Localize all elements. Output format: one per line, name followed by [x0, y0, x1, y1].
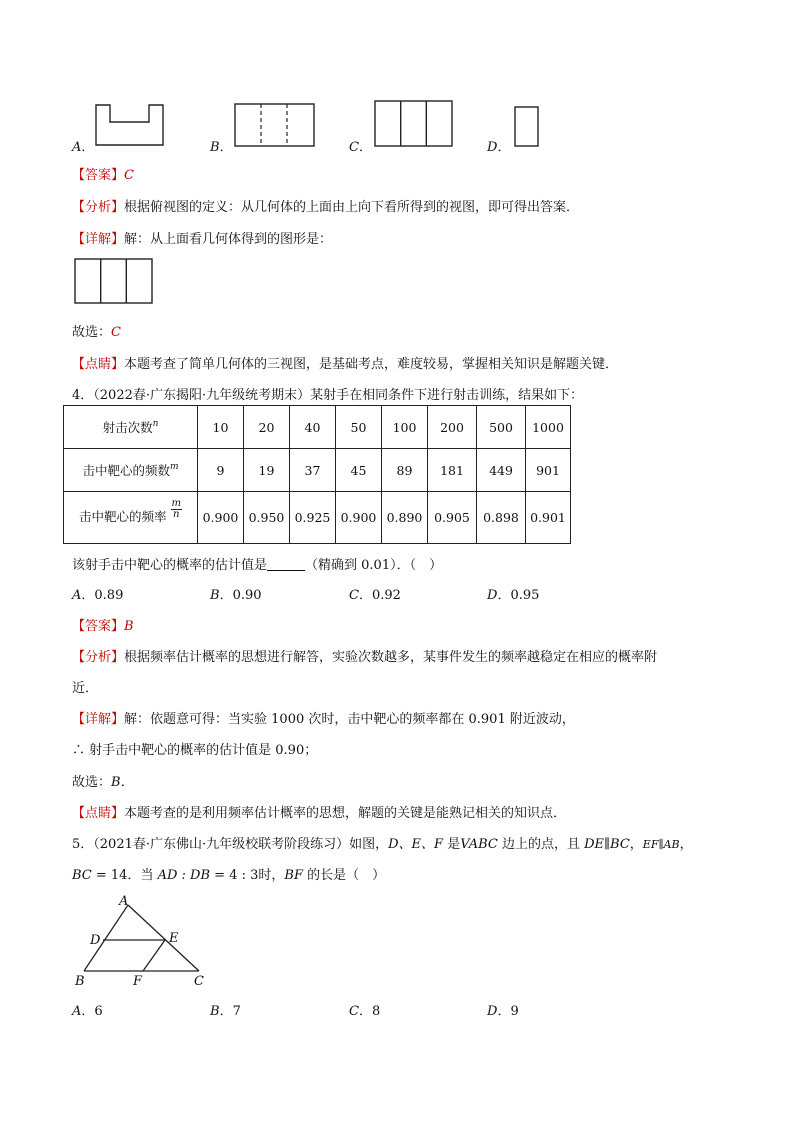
q4-option-c: C．0.92	[349, 588, 401, 603]
q4-choice-line: 故选：B．	[72, 775, 134, 790]
q3-detail-line: 【详解】解：从上面看几何体得到的图形是：	[72, 232, 333, 247]
cell: 500	[477, 406, 526, 449]
top-view-figure-icon	[74, 258, 154, 305]
cell: 89	[382, 449, 428, 492]
q4-option-a: A．0.89	[72, 588, 124, 603]
cell: 50	[336, 406, 382, 449]
q4-comment-line: 【点睛】本题考查的是利用频率估计概率的思想，解题的关键是能熟记相关的知识点．	[72, 806, 567, 821]
label-d: D	[90, 933, 101, 948]
row-label: 击中靶心的频率 $\frac{m}{n}$	[64, 492, 198, 544]
label-a: A	[119, 894, 129, 909]
cell: 449	[477, 449, 526, 492]
tall-rectangle-icon	[514, 106, 540, 148]
rectangle-dashed-lines-icon	[234, 103, 316, 148]
cell: 901	[526, 449, 571, 492]
label-b: B	[75, 974, 85, 989]
q5-option-a: A．6	[72, 1004, 103, 1019]
cell: 0.890	[382, 492, 428, 544]
q3-choice-line: 故选：C	[72, 325, 121, 340]
q4-detail-line: 【详解】解：依题意可得：当实验 1000 次时，击中靶心的频率都在 0.901 附近波动，	[72, 712, 575, 727]
q4-option-b: B．0.90	[210, 588, 262, 603]
cell: 0.950	[244, 492, 290, 544]
label-e: E	[169, 931, 179, 946]
cell: 0.925	[290, 492, 336, 544]
cell: 37	[290, 449, 336, 492]
q4-answer-line: 【答案】B	[72, 619, 134, 634]
q5-option-d: D．9	[487, 1004, 519, 1019]
q3-analysis-line: 【分析】根据俯视图的定义：从几何体的上面由上向下看所得到的视图，即可得出答案．	[72, 200, 580, 215]
cell: 45	[336, 449, 382, 492]
cell: 100	[382, 406, 428, 449]
q4-analysis-line2: 近．	[72, 681, 99, 696]
cell: 0.900	[198, 492, 244, 544]
cell: 181	[428, 449, 477, 492]
cell: 19	[244, 449, 290, 492]
answer-blank	[267, 558, 305, 571]
q3-comment-line: 【点睛】本题考查了简单几何体的三视图，是基础考点，难度较易，掌握相关知识是解题关键．	[72, 357, 619, 372]
cell: 0.901	[526, 492, 571, 544]
table-row	[64, 406, 571, 449]
cell: 200	[428, 406, 477, 449]
q5-option-c: C．8	[349, 1004, 381, 1019]
label-f: F	[133, 974, 143, 989]
cell: 40	[290, 406, 336, 449]
cell: 0.905	[428, 492, 477, 544]
q4-option-d: D．0.95	[487, 588, 540, 603]
q4-therefore-line: ∴ 射手击中靶心的概率的估计值是 0.90；	[72, 743, 318, 758]
three-rectangles-icon	[374, 100, 454, 148]
q4-analysis-line: 【分析】根据频率估计概率的思想进行解答，实验次数越多，某事件发生的频率越稳定在相应的概率附	[72, 650, 658, 665]
triangle-figure	[70, 893, 220, 988]
row-label: 射击次数$^n$	[64, 406, 198, 449]
cell: 20	[244, 406, 290, 449]
u-shape-view-icon	[95, 104, 165, 148]
cell: 0.898	[477, 492, 526, 544]
frequency-table	[63, 405, 571, 544]
q5-stem-line2: BC = 14．当 AD : DB = 4 : 3时，BF 的长是（ ）	[72, 868, 386, 883]
fraction: $\frac{m}{n}$	[171, 498, 181, 520]
q5-option-b: B．7	[210, 1004, 241, 1019]
cell: 1000	[526, 406, 571, 449]
segment-ef	[143, 940, 165, 971]
q3-option-c: C．	[349, 140, 372, 155]
cell: 10	[198, 406, 244, 449]
table-row	[64, 449, 571, 492]
label-c: C	[194, 974, 204, 989]
table-row	[64, 492, 571, 544]
side-ac	[128, 905, 199, 971]
q4-question: 该射手击中靶心的概率的估计值是 （精确到 0.01）．（ ）	[72, 558, 443, 573]
cell: 0.900	[336, 492, 382, 544]
row-label: 击中靶心的频数$^m$	[64, 449, 198, 492]
q3-option-b: B．	[210, 140, 233, 155]
q3-answer-line: 【答案】C	[72, 168, 134, 183]
cell: 9	[198, 449, 244, 492]
q3-option-d: D．	[487, 140, 511, 155]
q4-stem: 4．（2022春·广东揭阳·九年级统考期末）某射手在相同条件下进行射击训练，结果如下：	[72, 388, 584, 403]
q3-option-a: A．	[72, 140, 95, 155]
q5-stem: 5．（2021春·广东佛山·九年级校联考阶段练习）如图，D、E、F 是VABC 边上的点，且 DE∥BC，EF∥AB，	[72, 837, 693, 852]
